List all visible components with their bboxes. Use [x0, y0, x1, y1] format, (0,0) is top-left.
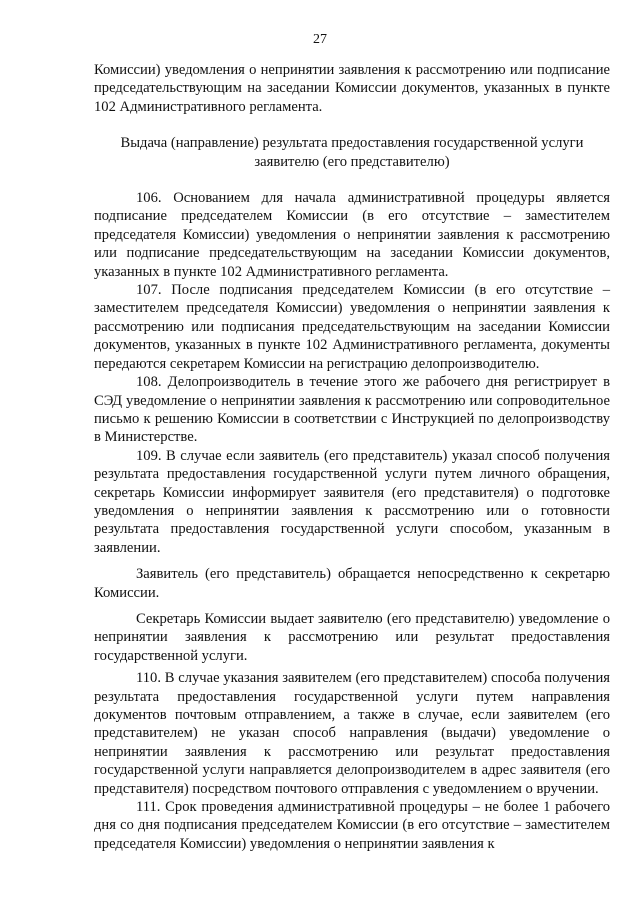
intro-paragraph: Комиссии) уведомления о непринятии заявления к рассмотрению или подписание председательствующим на заседании Комиссии документов, указанных в пункте 102 Административного регламента. [94, 62, 610, 115]
document-body [94, 61, 610, 853]
paragraph-applicant-contact: Заявитель (его представитель) обращается непосредственно к секретарю Комиссии. [94, 566, 610, 601]
paragraph-secretary-issues: Секретарь Комиссии выдает заявителю (его представителю) уведомление о непринятии заявления к рассмотрению или результат предоставления государственной услуги. [94, 610, 610, 664]
paragraph-111: 111. Срок проведения административной процедуры – не более 1 рабочего дня со дня подписания председателем Комиссии (в его отсутствие – заместителем председателя Комиссии) уведомления о непринятии заявления к [94, 799, 610, 852]
section-heading: Выдача (направление) результата предоставления государственной услуги заявителю (его представителю) [120, 135, 584, 170]
paragraph-107: 107. После подписания председателем Комиссии (в его отсутствие – заместителем председателя Комиссии) уведомления о непринятии заявления к рассмотрению или подписания председательствующим на заседании Комиссии документов, указанных в пункте 102 Административного регламента, документы передаются секретарем Комиссии на регистрацию делопроизводителю. [94, 282, 610, 372]
paragraph-109: 109. В случае если заявитель (его представитель) указал способ получения результата предоставления государственной услуги путем личного обращения, секретарь Комиссии информирует заявителя (его представителя) о подготовке уведомления о непринятии заявления к рассмотрению или о готовности результата предоставления государственной услуги способом, указанным в заявлении. [94, 447, 610, 556]
paragraph-108: 108. Делопроизводитель в течение этого же рабочего дня регистрирует в СЭД уведомление о непринятии заявления к рассмотрению или сопроводительное письмо к решению Комиссии в соответствии с Инструкцией по делопроизводству в Министерстве. [94, 374, 610, 446]
paragraph-110: 110. В случае указания заявителем (его представителем) способа получения результата предоставления государственной услуги путем направления документов почтовым отправлением, а также в случае, если заявителем (его представителем) не указан способ направления (выдачи) уведомление о непринятии заявления к рассмотрению или результат предоставления государственной услуги направляется делопроизводителем в адрес заявителя (его представителя) посредством почтового отправления с уведомлением о вручении. [94, 670, 610, 797]
paragraph-106: 106. Основанием для начала административной процедуры является подписание председателем Комиссии (в его отсутствие – заместителем председателя Комиссии) уведомления о непринятии заявления к рассмотрению или подписание председательствующим на заседании Комиссии документов, указанных в пункте 102 Административного регламента. [94, 190, 610, 280]
page-number: 27 [313, 32, 327, 47]
